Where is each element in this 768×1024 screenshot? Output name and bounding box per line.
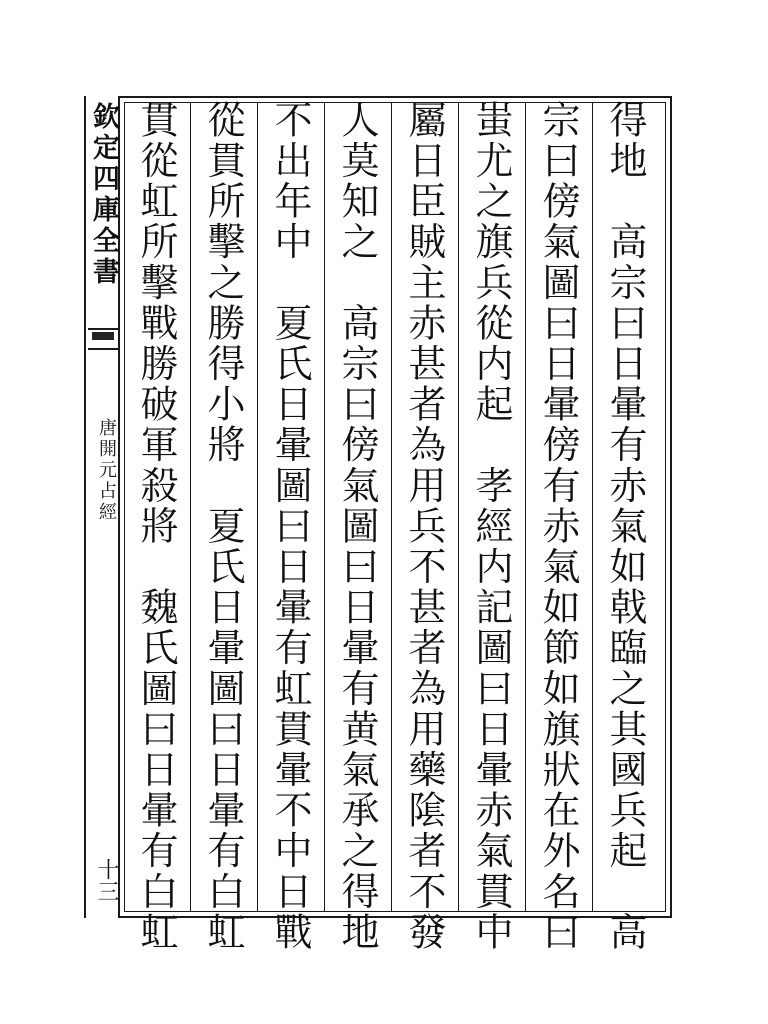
column-rule: [324, 102, 325, 912]
folio-number: 十三: [94, 858, 119, 902]
text-column-3: [464, 100, 518, 953]
text-column-2: [531, 100, 585, 953]
column-text: 從貫所擊之勝得小將 夏氏日暈圖曰日暈有白虹: [201, 100, 245, 953]
chapter-label: 唐開元占經: [96, 418, 117, 523]
column-text: 宗曰傍氣圖曰日暈傍有赤氣如節如旗狀在外名曰: [536, 100, 580, 953]
book-title: 欽定四庫全書: [88, 102, 119, 288]
column-text: 不出年中 夏氏日暈圖曰日暈有虹貫暈不中日戰: [268, 100, 312, 953]
text-column-7: [196, 100, 250, 953]
column-text: 屬日臣賊主赤甚者為用兵不甚者為用藥隂者不發: [402, 100, 446, 953]
fish-tail-mark: [92, 332, 114, 340]
column-rule: [525, 102, 526, 912]
text-column-8: [129, 100, 183, 953]
column-rule: [391, 102, 392, 912]
column-rule: [190, 102, 191, 912]
spine: [84, 96, 118, 918]
column-text: 得地 高宗曰日暈有赤氣如戟臨之其國兵起 高: [603, 100, 647, 953]
column-text: 蚩尤之旗兵從内起 孝經内記圖曰日暈赤氣貫中: [469, 100, 513, 953]
column-text: 貫從虹所擊戰勝破軍殺將 魏氏圖曰日暈有白虹: [134, 100, 178, 953]
column-rule: [592, 102, 593, 912]
column-rule: [257, 102, 258, 912]
text-column-4: [397, 100, 451, 953]
text-column-5: [330, 100, 384, 953]
text-column-6: [263, 100, 317, 953]
column-text: 人莫知之 高宗曰傍氣圖曰日暈有黄氣承之得地: [335, 100, 379, 953]
column-rule: [458, 102, 459, 912]
text-column-1: [598, 100, 652, 953]
